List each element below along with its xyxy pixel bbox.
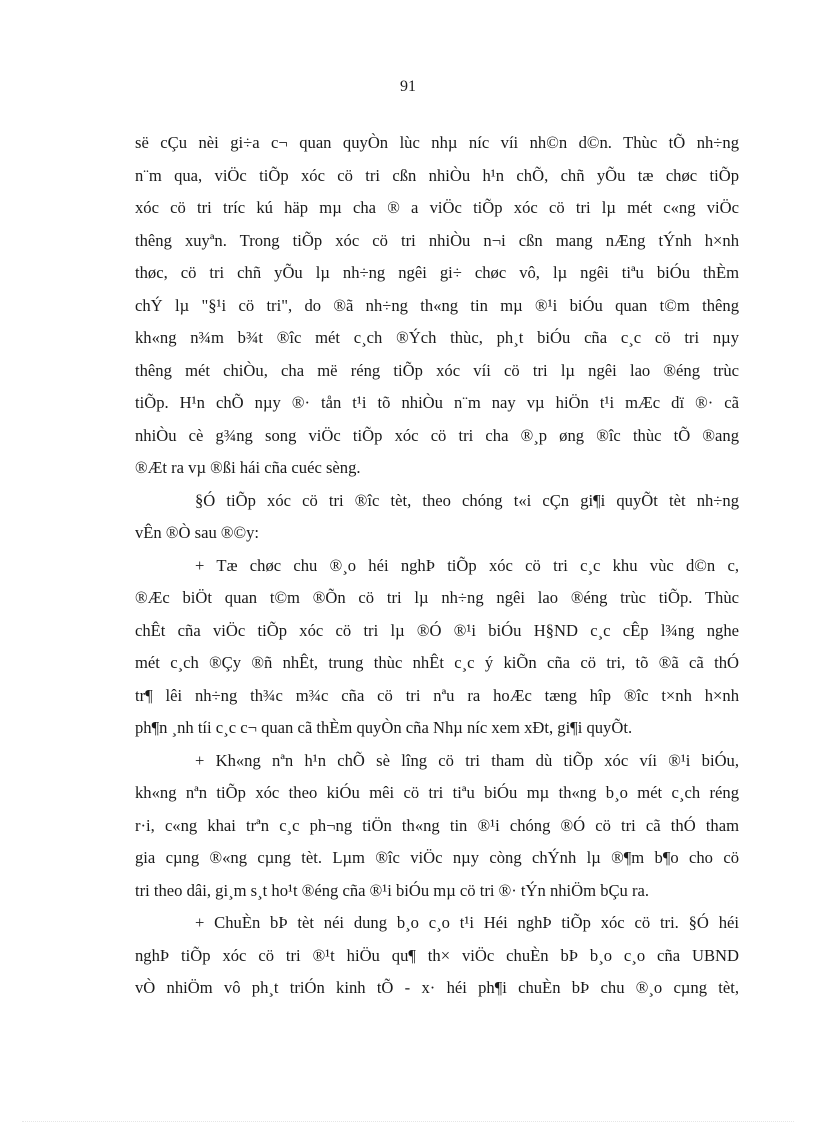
text-line: ®Æc biÖt quan t©m ®Õn cö tri lµ nh÷ng ngêi lao ®éng trùc tiÕp. Thùc <box>135 588 739 607</box>
text-line: vÒ nhiÖm vô ph¸t triÓn kinh tÕ - x· héi ph¶i chuÈn bÞ chu ®¸o cµng tèt, <box>135 978 739 997</box>
text-line: kh«ng n¾m b¾t ®îc mét c¸ch ®Ých thùc, ph¸t biÓu cña c¸c cö tri nµy <box>135 328 739 347</box>
text-line: + Tæ chøc chu ®¸o héi nghÞ tiÕp xóc cö tri c¸c khu vùc d©n c, <box>195 555 739 575</box>
text-line: thêng xuyªn. Trong tiÕp xóc cö tri nhiÒu n¬i cßn mang nÆng tÝnh h×nh <box>135 230 739 250</box>
text-line: vÊn ®Ò sau ®©y: <box>135 523 260 542</box>
text-line: xóc cö tri tríc kú häp mµ cha ® a viÖc tiÕp xóc cö tri lµ mét c«ng viÖc <box>135 198 739 217</box>
text-line: chÊt cña viÖc tiÕp xóc cö tri lµ ®Ó ®¹i biÓu H§ND c¸c cÊp l¾ng nghe <box>135 620 739 640</box>
text-line: thøc, cö tri chñ yÕu lµ nh÷ng ngêi gi÷ chøc vô, lµ ngêi tiªu biÓu thÈm <box>135 263 739 282</box>
text-line: r·i, c«ng khai trªn c¸c ph¬ng tiÖn th«ng tin ®¹i chóng ®Ó cö tri cã thÓ tham <box>135 815 739 835</box>
text-line: nhiÒu cè g¾ng song viÖc tiÕp xóc cö tri cha ®¸p øng ®îc thùc tÕ ®ang <box>135 425 739 445</box>
text-line: ®Æt ra vµ ®ßi hái cña cuéc sèng. <box>135 458 361 477</box>
text-line: tr¶ lêi nh÷ng th¾c m¾c cña cö tri nªu ra hoÆc tæng hîp ®îc t×nh h×nh <box>135 685 739 705</box>
text-line: + ChuÈn bÞ tèt néi dung b¸o c¸o t¹i Héi nghÞ tiÕp xóc cö tri. §Ó héi <box>195 913 739 932</box>
text-line: + Kh«ng nªn h¹n chÕ sè lîng cö tri tham dù tiÕp xóc víi ®¹i biÓu, <box>195 750 739 770</box>
text-line: n¨m qua, viÖc tiÕp xóc cö tri cßn nhiÒu h¹n chÕ, chñ yÕu tæ chøc tiÕp <box>135 165 739 185</box>
page-bottom-divider <box>22 1121 794 1122</box>
text-line: mét c¸ch ®Çy ®ñ nhÊt, trung thùc nhÊt c¸c ý kiÕn cña cö tri, tõ ®ã cã thÓ <box>135 653 739 672</box>
text-line: kh«ng nªn tiÕp xóc theo kiÓu mêi cö tri tiªu biÓu mµ th«ng b¸o mét c¸ch réng <box>135 783 739 802</box>
text-line: thêng mét chiÒu, cha më réng tiÕp xóc víi cö tri lµ ngêi lao ®éng trùc <box>135 360 739 380</box>
text-line: nghÞ tiÕp xóc cö tri ®¹t hiÖu qu¶ th× viÖc chuÈn bÞ b¸o c¸o cña UBND <box>135 945 739 965</box>
text-line: §Ó tiÕp xóc cö tri ®îc tèt, theo chóng t«i cÇn gi¶i quyÕt tèt nh÷ng <box>195 490 739 510</box>
body-text <box>135 127 739 1005</box>
text-line: ph¶n ¸nh tíi c¸c c¬ quan cã thÈm quyÒn cña Nhµ níc xem xÐt, gi¶i quyÕt. <box>135 718 633 737</box>
text-line: tri theo dâi, gi¸m s¸t ho¹t ®éng cña ®¹i biÓu mµ cö tri ®· tÝn nhiÖm bÇu ra. <box>135 880 650 900</box>
text-line: chÝ lµ "§¹i cö tri", do ®ã nh÷ng th«ng tin mµ ®¹i biÓu quan t©m thêng <box>135 295 739 315</box>
text-line: së cÇu nèi gi÷a c¬ quan quyÒn lùc nhµ níc víi nh©n d©n. Thùc tÕ nh÷ng <box>135 133 739 152</box>
text-line: tiÕp. H¹n chÕ nµy ®· tån t¹i tõ nhiÒu n¨m nay vµ hiÖn t¹i mÆc dï ®· cã <box>135 393 739 412</box>
page-number: 91 <box>400 78 416 95</box>
text-line: gia cµng ®«ng cµng tèt. Lµm ®îc viÖc nµy còng chÝnh lµ ®¶m b¶o cho cö <box>135 848 739 867</box>
